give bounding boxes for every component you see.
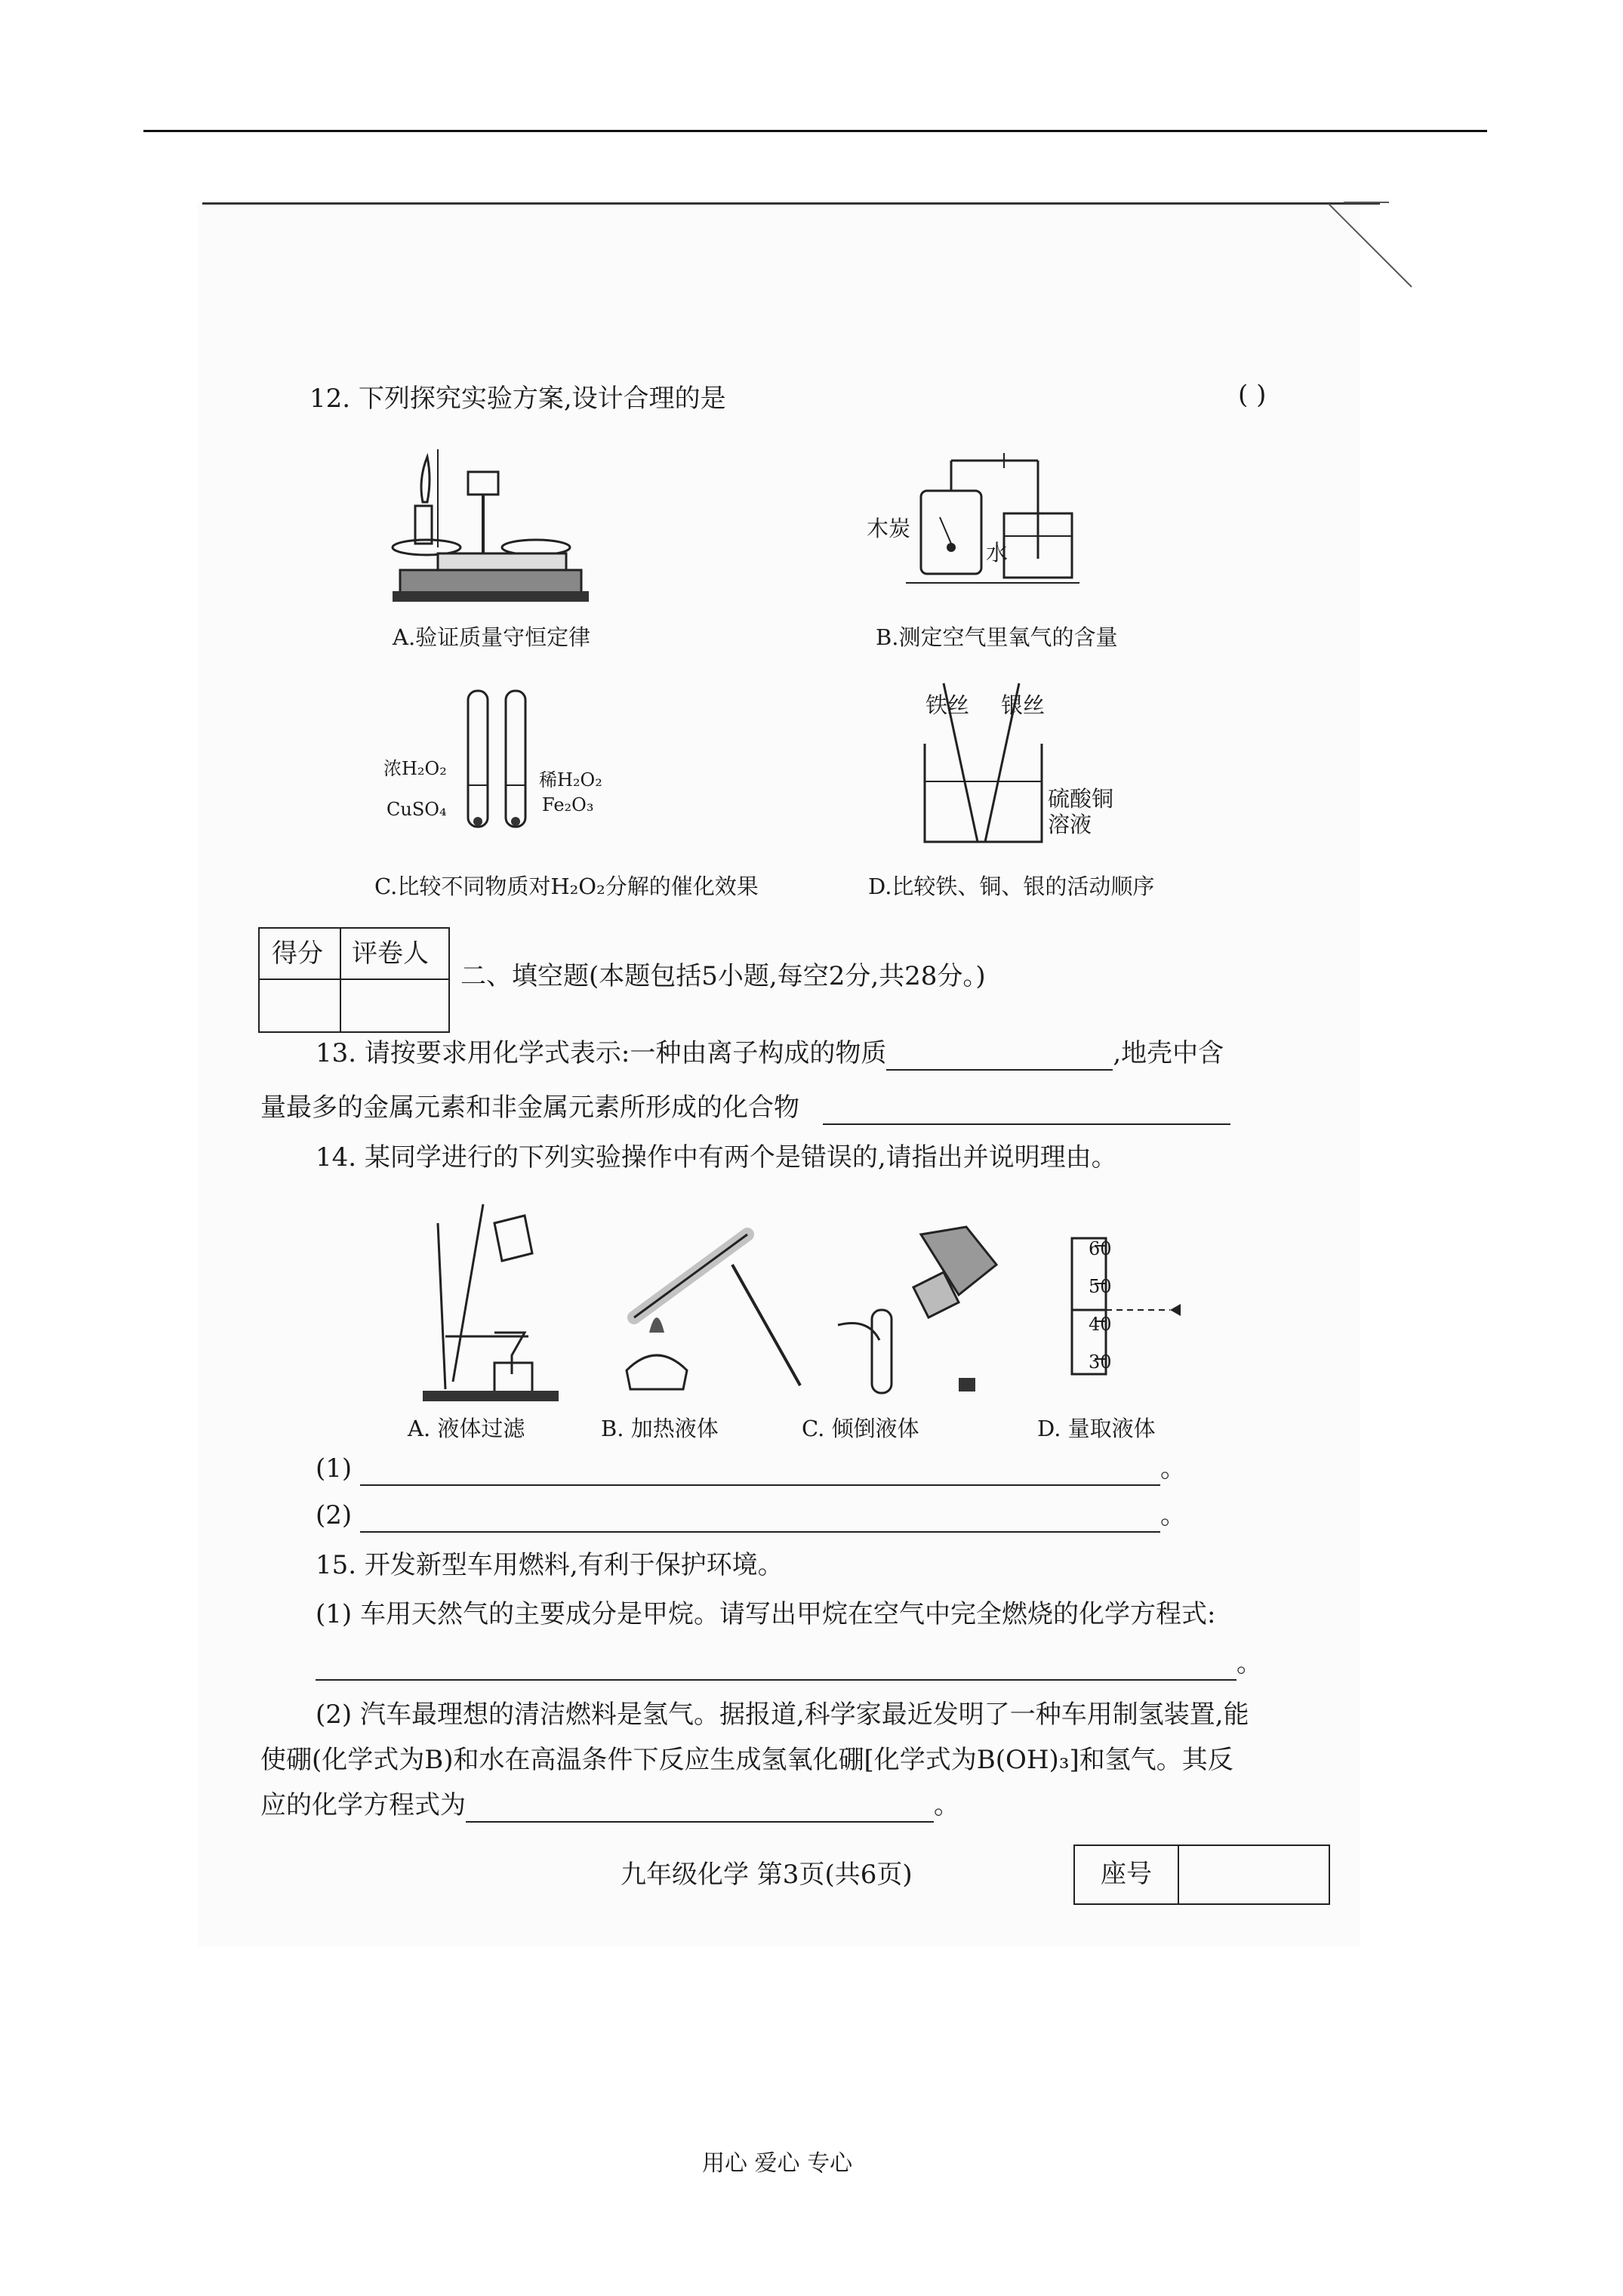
pouring-diagram <box>830 1219 1012 1408</box>
label-silver-wire: 银丝 <box>1001 692 1046 718</box>
bottom-slogan: 用心 爱心 专心 <box>702 2150 853 2177</box>
q13-line-1 <box>316 1036 1224 1071</box>
q14-caption-d: D. 量取液体 <box>1037 1416 1156 1441</box>
q13-text-c: 量最多的金属元素和非金属元素所形成的化合物 <box>260 1093 799 1123</box>
oxygen-apparatus-diagram <box>906 445 1079 589</box>
q14-caption-a: A. 液体过滤 <box>408 1416 525 1441</box>
q14-answer-2-end: 。 <box>1160 1500 1186 1530</box>
seat-box <box>1073 1845 1330 1905</box>
seat-number-field[interactable] <box>1181 1848 1326 1902</box>
top-rule <box>143 130 1487 132</box>
q14-blank-2[interactable] <box>360 1505 1160 1533</box>
test-tubes-diagram <box>453 687 544 838</box>
score-table <box>258 927 450 1033</box>
score-label: 得分 <box>272 938 323 969</box>
q15-blank-2-end: 。 <box>934 1790 959 1820</box>
q12-answer-bracket[interactable]: ( ) <box>1238 380 1267 410</box>
q14-blank-1[interactable] <box>360 1459 1160 1486</box>
q15-part-2-line-1: (2) 汽车最理想的清洁燃料是氢气。据报道,科学家最近发明了一种车用制氢装置,能 <box>316 1700 1249 1730</box>
q12-option-c: C.比较不同物质对H₂O₂分解的催化效果 <box>374 874 759 899</box>
q14-caption-b: B. 加热液体 <box>601 1416 719 1441</box>
q15-part-2-line-2: 使硼(化学式为B)和水在高温条件下反应生成氢氧化硼[化学式为B(OH)₃]和氢气。其反 <box>260 1745 1233 1775</box>
q15-blank-1[interactable] <box>316 1653 1236 1681</box>
score-input-cell[interactable] <box>261 982 338 1028</box>
grader-input-cell[interactable] <box>343 982 447 1028</box>
grader-label: 评卷人 <box>352 938 429 969</box>
q14-answer-1-label: (1) <box>316 1453 353 1484</box>
balance-diagram <box>385 419 596 608</box>
scale-50: 50 <box>1089 1276 1112 1297</box>
section-2-title: 二、填空题(本题包括5小题,每空2分,共28分。) <box>460 961 986 991</box>
q12-option-b: B.测定空气里氧气的含量 <box>876 624 1118 650</box>
q15-part-2-text: 应的化学方程式为 <box>260 1790 466 1820</box>
q13-blank-1[interactable] <box>886 1043 1113 1071</box>
label-dil-h2o2: 稀H₂O₂ <box>539 769 602 791</box>
heating-diagram <box>619 1219 808 1401</box>
q12-option-d: D.比较铁、铜、银的活动顺序 <box>868 874 1155 899</box>
scale-60: 60 <box>1089 1238 1112 1259</box>
label-cuso4: CuSO₄ <box>387 799 447 820</box>
q15-part-2-line-3 <box>260 1788 959 1823</box>
q14-answer-2 <box>316 1498 1186 1533</box>
q15-blank-2[interactable] <box>466 1795 934 1823</box>
q14-answer-1 <box>316 1451 1186 1486</box>
q12-option-a: A.验证质量守恒定律 <box>393 624 591 650</box>
cylinder-reading-diagram <box>1057 1231 1193 1382</box>
scan-corner-fold <box>1329 189 1427 294</box>
seat-label: 座号 <box>1101 1859 1152 1889</box>
label-copper-sulfate-1: 硫酸铜 <box>1048 786 1114 812</box>
q12-stem: 12. 下列探究实验方案,设计合理的是 <box>310 384 726 414</box>
q15-stem: 15. 开发新型车用燃料,有利于保护环境。 <box>316 1550 784 1580</box>
q15-blank-1-line <box>316 1646 1262 1681</box>
page-footer: 九年级化学 第3页(共6页) <box>621 1860 913 1890</box>
scan-top-edge <box>202 202 1380 205</box>
q15-part-1: (1) 车用天然气的主要成分是甲烷。请写出甲烷在空气中完全燃烧的化学方程式: <box>316 1599 1216 1629</box>
q14-answer-2-label: (2) <box>316 1500 353 1530</box>
q14-answer-1-end: 。 <box>1160 1453 1186 1484</box>
q14-caption-c: C. 倾倒液体 <box>802 1416 919 1441</box>
q13-line-2 <box>260 1090 1230 1125</box>
label-water: 水 <box>986 540 1009 566</box>
label-conc-h2o2: 浓H₂O₂ <box>383 758 447 779</box>
filtration-diagram <box>423 1200 574 1404</box>
q13-text-a: 13. 请按要求用化学式表示:一种由离子构成的物质 <box>316 1038 887 1068</box>
scanned-page <box>198 202 1360 1946</box>
scale-30: 30 <box>1089 1351 1112 1373</box>
q13-blank-2[interactable] <box>823 1098 1230 1125</box>
label-iron-wire: 铁丝 <box>925 692 970 718</box>
label-fe2o3: Fe₂O₃ <box>542 794 594 815</box>
label-charcoal: 木炭 <box>867 516 911 541</box>
q14-stem: 14. 某同学进行的下列实验操作中有两个是错误的,请指出并说明理由。 <box>316 1142 1117 1173</box>
label-copper-sulfate-2: 溶液 <box>1048 812 1092 837</box>
q13-text-b: ,地壳中含 <box>1113 1038 1224 1068</box>
q15-blank-1-end: 。 <box>1236 1648 1262 1678</box>
scale-40: 40 <box>1089 1314 1112 1335</box>
